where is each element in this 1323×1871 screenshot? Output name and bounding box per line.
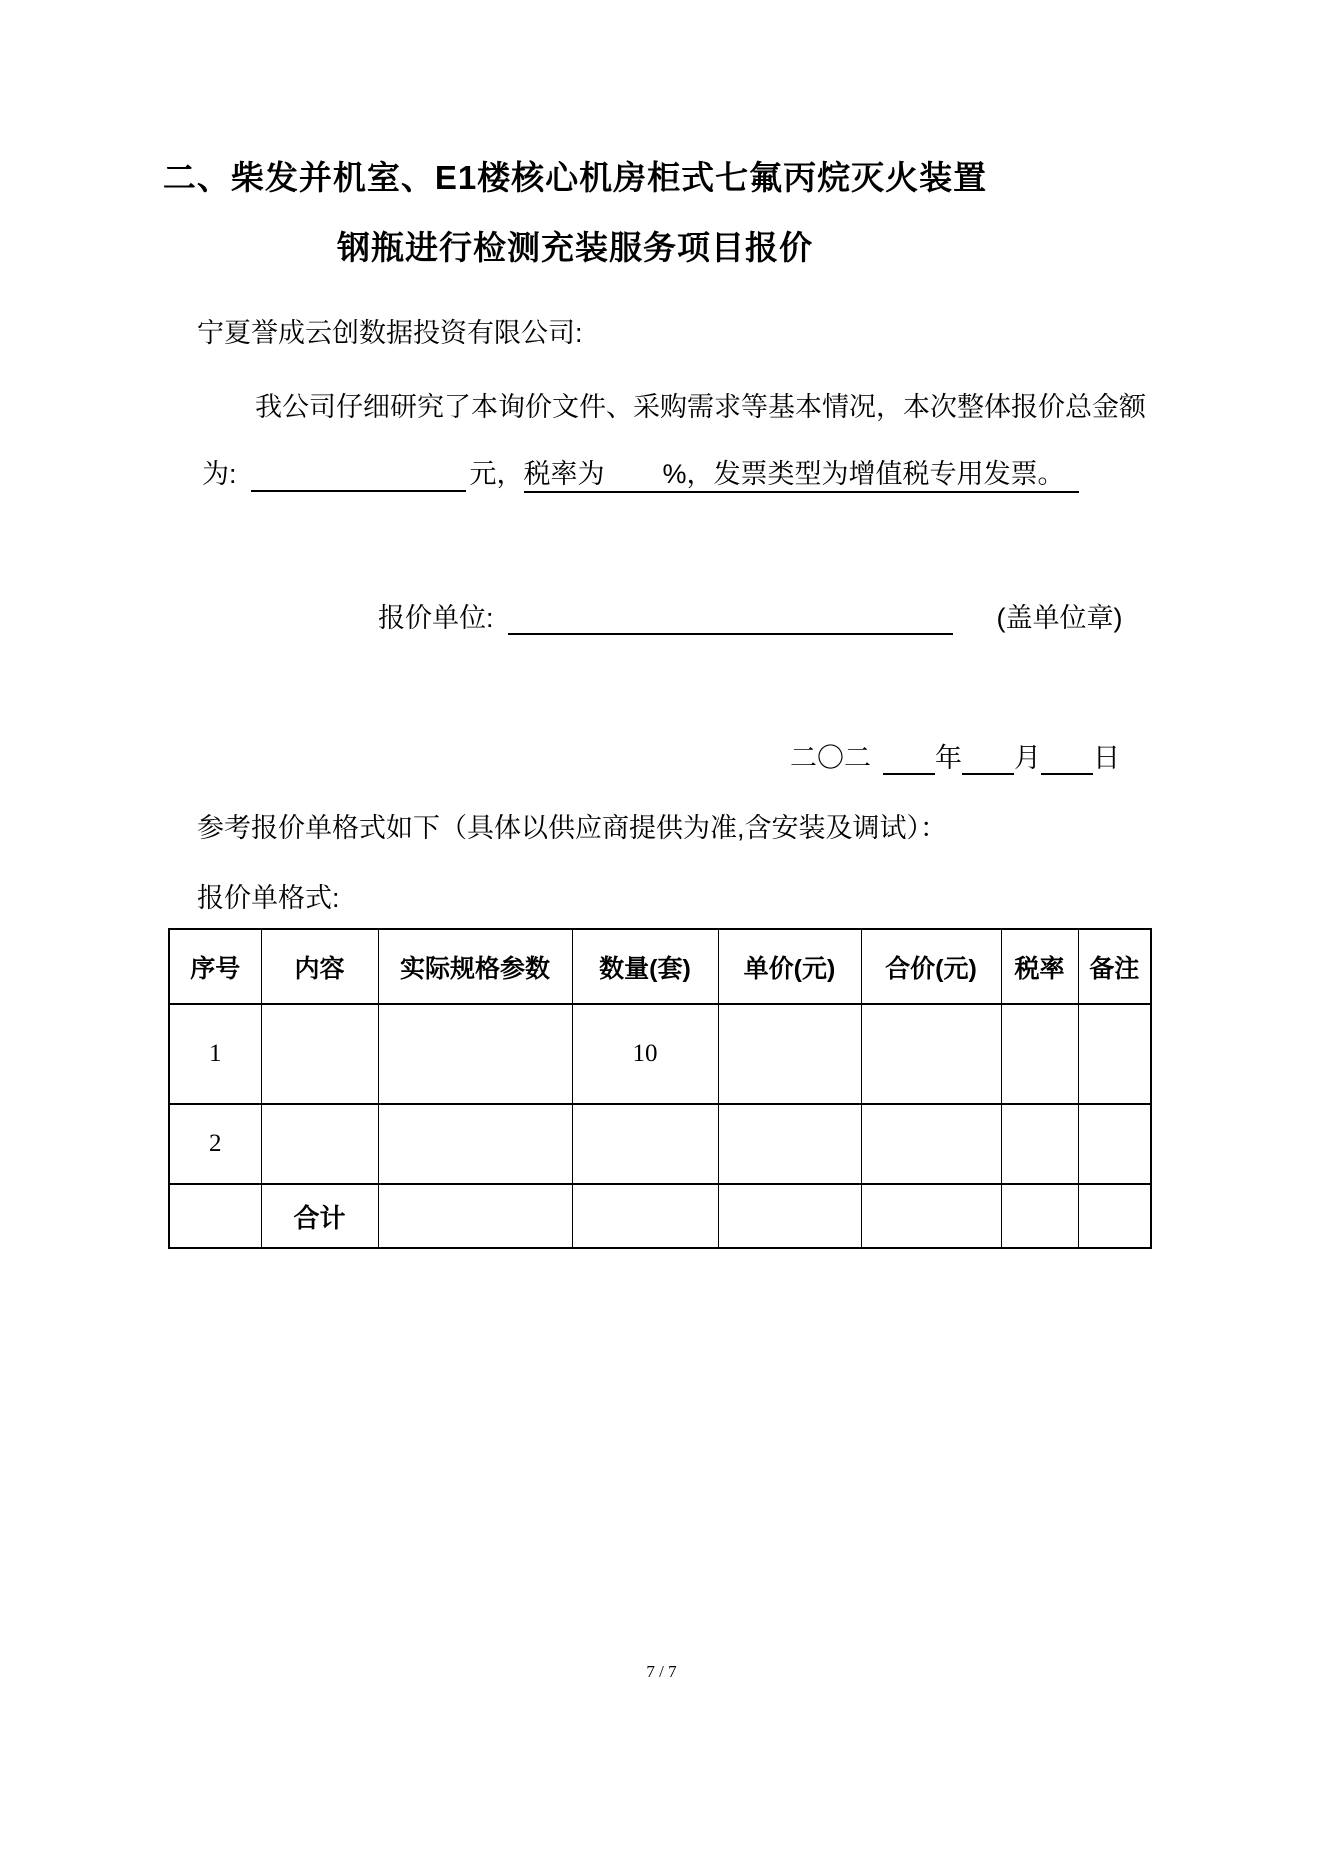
date-month-label: 月 (1014, 743, 1041, 773)
table-cell (1001, 1004, 1078, 1104)
quote-unit-blank-field (508, 603, 953, 635)
table-cell (378, 1104, 572, 1184)
table-cell (1078, 1004, 1151, 1104)
table-cell (261, 1004, 378, 1104)
quote-unit-line (378, 601, 1123, 635)
table-row (169, 1104, 1151, 1184)
tax-invoice-underlined-group (524, 459, 1079, 493)
table-cell (1001, 1104, 1078, 1184)
table-cell (261, 1104, 378, 1184)
header-remarks: 备注 (1078, 929, 1151, 1004)
table-cell (861, 1104, 1001, 1184)
table-cell: 10 (572, 1004, 718, 1104)
amount-blank-field (251, 460, 466, 492)
table-cell: 2 (169, 1104, 261, 1184)
table-row (169, 1004, 1151, 1104)
table-cell (378, 1184, 572, 1248)
header-content: 内容 (261, 929, 378, 1004)
header-seq: 序号 (169, 929, 261, 1004)
table-cell (718, 1104, 861, 1184)
date-day-label: 日 (1093, 743, 1120, 773)
table-cell (169, 1184, 261, 1248)
date-year-label: 年 (935, 743, 962, 773)
quote-unit-label: 报价单位: (378, 603, 494, 633)
format-label: 报价单格式: (197, 883, 340, 913)
table-cell (572, 1184, 718, 1248)
seal-label: (盖单位章) (996, 603, 1123, 633)
date-day-blank-field (1041, 743, 1093, 775)
amount-prefix-label: 为: (202, 459, 237, 489)
document-title-line2: 钢瓶进行检测充装服务项目报价 (337, 229, 813, 266)
table-cell (861, 1004, 1001, 1104)
table-header-row (169, 929, 1151, 1004)
document-title-line1: 二、柴发并机室、E1楼核心机房柜式七氟丙烷灭火装置 (162, 159, 988, 196)
table-cell (861, 1184, 1001, 1248)
header-unit-price: 单价(元) (718, 929, 861, 1004)
table-cell (378, 1004, 572, 1104)
date-era-label: 二〇二 (790, 743, 871, 773)
page-number: 7 / 7 (646, 1662, 677, 1681)
addressee-line: 宁夏誉成云创数据投资有限公司: (197, 318, 583, 348)
table-cell (572, 1104, 718, 1184)
invoice-type-label: %，发票类型为增值税专用发票。 (662, 459, 1065, 489)
table-cell (718, 1184, 861, 1248)
header-total-price: 合价(元) (861, 929, 1001, 1004)
date-line (790, 741, 1120, 775)
table-cell: 1 (169, 1004, 261, 1104)
reference-note-line: 参考报价单格式如下（具体以供应商提供为准,含安装及调试）： (197, 813, 948, 843)
table-cell (1001, 1184, 1078, 1248)
amount-unit-label: 元， (469, 459, 524, 489)
date-month-blank-field (962, 743, 1014, 775)
body-paragraph: 我公司仔细研究了本询价文件、采购需求等基本情况，本次整体报价总金额 (255, 392, 1146, 422)
header-quantity: 数量(套) (572, 929, 718, 1004)
table-cell (1078, 1184, 1151, 1248)
total-label-cell: 合计 (261, 1184, 378, 1248)
tax-rate-label: 税率为 (523, 459, 605, 489)
table-cell (1078, 1104, 1151, 1184)
header-spec: 实际规格参数 (378, 929, 572, 1004)
date-year-blank-field (883, 743, 935, 775)
table-cell (718, 1004, 861, 1104)
table-total-row (169, 1184, 1151, 1248)
header-tax-rate: 税率 (1001, 929, 1078, 1004)
quote-table (168, 928, 1152, 1249)
amount-line (202, 457, 1079, 492)
